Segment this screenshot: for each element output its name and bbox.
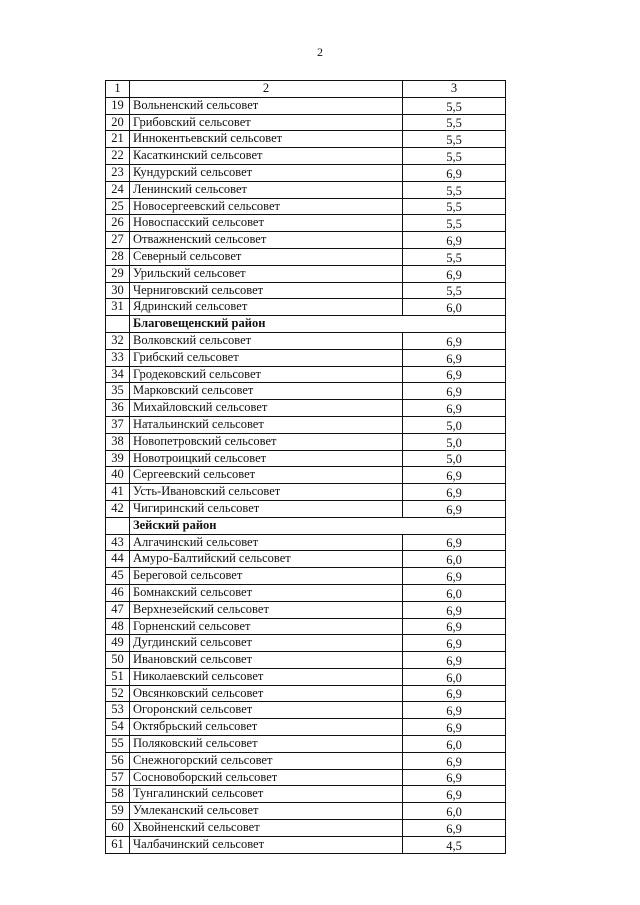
table-row	[106, 114, 506, 131]
table-row	[106, 601, 506, 618]
row-value: 6,9	[403, 534, 506, 551]
table-row	[106, 719, 506, 736]
table-row	[106, 820, 506, 837]
row-name: Сосновоборский сельсовет	[130, 769, 403, 786]
row-value: 6,0	[403, 803, 506, 820]
row-number: 29	[106, 265, 130, 282]
table-row	[106, 803, 506, 820]
table-row	[106, 400, 506, 417]
row-value: 6,9	[403, 568, 506, 585]
row-name: Бомнакский сельсовет	[130, 584, 403, 601]
row-value: 6,9	[403, 618, 506, 635]
section-blank-cell	[106, 316, 130, 333]
row-name: Вольненский сельсовет	[130, 97, 403, 114]
row-value: 5,5	[403, 97, 506, 114]
row-number: 31	[106, 299, 130, 316]
row-number: 53	[106, 702, 130, 719]
row-name: Черниговский сельсовет	[130, 282, 403, 299]
table-row	[106, 97, 506, 114]
table-row	[106, 232, 506, 249]
row-number: 42	[106, 500, 130, 517]
row-number: 54	[106, 719, 130, 736]
row-number: 30	[106, 282, 130, 299]
table-body	[106, 97, 506, 853]
row-name: Урильский сельсовет	[130, 265, 403, 282]
row-value: 6,9	[403, 652, 506, 669]
row-number: 39	[106, 450, 130, 467]
row-name: Грибский сельсовет	[130, 349, 403, 366]
row-name: Тунгалинский сельсовет	[130, 786, 403, 803]
row-value: 6,9	[403, 500, 506, 517]
row-value: 5,5	[403, 114, 506, 131]
row-number: 28	[106, 248, 130, 265]
row-number: 59	[106, 803, 130, 820]
table-row	[106, 736, 506, 753]
row-name: Гродековский сельсовет	[130, 366, 403, 383]
row-number: 32	[106, 332, 130, 349]
row-value: 6,9	[403, 467, 506, 484]
row-value: 5,5	[403, 181, 506, 198]
row-number: 51	[106, 668, 130, 685]
row-number: 48	[106, 618, 130, 635]
row-number: 38	[106, 433, 130, 450]
row-name: Северный сельсовет	[130, 248, 403, 265]
table-row	[106, 265, 506, 282]
table-row	[106, 198, 506, 215]
header-col-2: 2	[130, 81, 403, 98]
row-number: 20	[106, 114, 130, 131]
row-name: Чалбачинский сельсовет	[130, 836, 403, 853]
row-name: Николаевский сельсовет	[130, 668, 403, 685]
table-header-row	[106, 81, 506, 98]
row-name: Кундурский сельсовет	[130, 164, 403, 181]
row-number: 56	[106, 752, 130, 769]
table-row	[106, 467, 506, 484]
row-value: 6,9	[403, 752, 506, 769]
table-row	[106, 702, 506, 719]
row-value: 6,9	[403, 484, 506, 501]
row-value: 6,0	[403, 736, 506, 753]
table-row	[106, 484, 506, 501]
row-name: Овсянковский сельсовет	[130, 685, 403, 702]
table-row	[106, 584, 506, 601]
table-row	[106, 248, 506, 265]
row-number: 27	[106, 232, 130, 249]
row-value: 6,9	[403, 685, 506, 702]
row-value: 6,9	[403, 383, 506, 400]
row-value: 6,0	[403, 668, 506, 685]
row-name: Волковский сельсовет	[130, 332, 403, 349]
row-name: Верхнезейский сельсовет	[130, 601, 403, 618]
row-name: Новотроицкий сельсовет	[130, 450, 403, 467]
row-number: 23	[106, 164, 130, 181]
header-col-1: 1	[106, 81, 130, 98]
row-name: Новосергеевский сельсовет	[130, 198, 403, 215]
row-number: 60	[106, 820, 130, 837]
row-number: 49	[106, 635, 130, 652]
table-row	[106, 618, 506, 635]
row-number: 45	[106, 568, 130, 585]
row-number: 47	[106, 601, 130, 618]
row-value: 6,9	[403, 232, 506, 249]
row-name: Горненский сельсовет	[130, 618, 403, 635]
row-number: 58	[106, 786, 130, 803]
table-row	[106, 215, 506, 232]
row-value: 6,9	[403, 702, 506, 719]
row-value: 6,9	[403, 601, 506, 618]
row-value: 5,0	[403, 450, 506, 467]
row-name: Снежногорский сельсовет	[130, 752, 403, 769]
row-value: 6,0	[403, 584, 506, 601]
row-value: 6,9	[403, 769, 506, 786]
table-row	[106, 652, 506, 669]
row-value: 6,9	[403, 366, 506, 383]
row-number: 24	[106, 181, 130, 198]
row-name: Иннокентьевский сельсовет	[130, 131, 403, 148]
row-name: Алгачинский сельсовет	[130, 534, 403, 551]
table-row	[106, 433, 506, 450]
row-value: 6,9	[403, 400, 506, 417]
row-value: 6,0	[403, 551, 506, 568]
table-row	[106, 148, 506, 165]
row-number: 40	[106, 467, 130, 484]
row-number: 26	[106, 215, 130, 232]
table-row	[106, 366, 506, 383]
row-name: Поляковский сельсовет	[130, 736, 403, 753]
row-number: 22	[106, 148, 130, 165]
table-row	[106, 534, 506, 551]
table-row	[106, 668, 506, 685]
row-name: Марковский сельсовет	[130, 383, 403, 400]
section-blank-cell	[106, 517, 130, 534]
table-row	[106, 450, 506, 467]
row-name: Михайловский сельсовет	[130, 400, 403, 417]
table-row	[106, 164, 506, 181]
row-name: Береговой сельсовет	[130, 568, 403, 585]
table-row	[106, 349, 506, 366]
page-number: 2	[317, 45, 323, 59]
row-number: 33	[106, 349, 130, 366]
row-value: 5,0	[403, 433, 506, 450]
row-number: 21	[106, 131, 130, 148]
row-number: 52	[106, 685, 130, 702]
row-value: 6,9	[403, 332, 506, 349]
table-row	[106, 383, 506, 400]
row-name: Ивановский сельсовет	[130, 652, 403, 669]
table-row	[106, 332, 506, 349]
row-value: 5,5	[403, 248, 506, 265]
row-value: 5,5	[403, 198, 506, 215]
section-header-row	[106, 316, 506, 333]
row-number: 61	[106, 836, 130, 853]
row-name: Усть-Ивановский сельсовет	[130, 484, 403, 501]
row-number: 37	[106, 416, 130, 433]
row-value: 5,5	[403, 131, 506, 148]
row-value: 4,5	[403, 836, 506, 853]
row-name: Хвойненский сельсовет	[130, 820, 403, 837]
row-number: 44	[106, 551, 130, 568]
row-value: 6,9	[403, 719, 506, 736]
row-name: Чигиринский сельсовет	[130, 500, 403, 517]
row-value: 6,9	[403, 635, 506, 652]
table-row	[106, 181, 506, 198]
row-value: 5,0	[403, 416, 506, 433]
section-title: Благовещенский район	[130, 316, 506, 333]
row-number: 50	[106, 652, 130, 669]
row-number: 36	[106, 400, 130, 417]
row-name: Дугдинский сельсовет	[130, 635, 403, 652]
row-name: Натальинский сельсовет	[130, 416, 403, 433]
row-name: Новоспасский сельсовет	[130, 215, 403, 232]
row-number: 43	[106, 534, 130, 551]
table-row	[106, 685, 506, 702]
table-row	[106, 568, 506, 585]
row-name: Грибовский сельсовет	[130, 114, 403, 131]
row-value: 5,5	[403, 148, 506, 165]
row-name: Октябрьский сельсовет	[130, 719, 403, 736]
row-value: 6,9	[403, 164, 506, 181]
row-name: Амуро-Балтийский сельсовет	[130, 551, 403, 568]
row-value: 5,5	[403, 215, 506, 232]
row-value: 6,9	[403, 820, 506, 837]
row-name: Сергеевский сельсовет	[130, 467, 403, 484]
row-number: 25	[106, 198, 130, 215]
row-value: 5,5	[403, 282, 506, 299]
row-name: Отважненский сельсовет	[130, 232, 403, 249]
table-row	[106, 282, 506, 299]
table-row	[106, 786, 506, 803]
row-value: 6,9	[403, 349, 506, 366]
table-row	[106, 836, 506, 853]
data-table	[105, 80, 506, 854]
row-name: Касаткинский сельсовет	[130, 148, 403, 165]
row-number: 46	[106, 584, 130, 601]
row-number: 19	[106, 97, 130, 114]
table-row	[106, 299, 506, 316]
row-name: Ленинский сельсовет	[130, 181, 403, 198]
table-row	[106, 769, 506, 786]
row-number: 55	[106, 736, 130, 753]
table-row	[106, 416, 506, 433]
table-row	[106, 500, 506, 517]
row-number: 34	[106, 366, 130, 383]
row-name: Умлеканский сельсовет	[130, 803, 403, 820]
row-number: 41	[106, 484, 130, 501]
row-name: Огоронский сельсовет	[130, 702, 403, 719]
row-name: Новопетровский сельсовет	[130, 433, 403, 450]
row-value: 6,9	[403, 786, 506, 803]
table-row	[106, 551, 506, 568]
row-number: 57	[106, 769, 130, 786]
table-row	[106, 131, 506, 148]
header-col-3: 3	[403, 81, 506, 98]
row-name: Ядринский сельсовет	[130, 299, 403, 316]
section-header-row	[106, 517, 506, 534]
table-row	[106, 752, 506, 769]
table-row	[106, 635, 506, 652]
row-value: 6,9	[403, 265, 506, 282]
section-title: Зейский район	[130, 517, 506, 534]
row-number: 35	[106, 383, 130, 400]
row-value: 6,0	[403, 299, 506, 316]
